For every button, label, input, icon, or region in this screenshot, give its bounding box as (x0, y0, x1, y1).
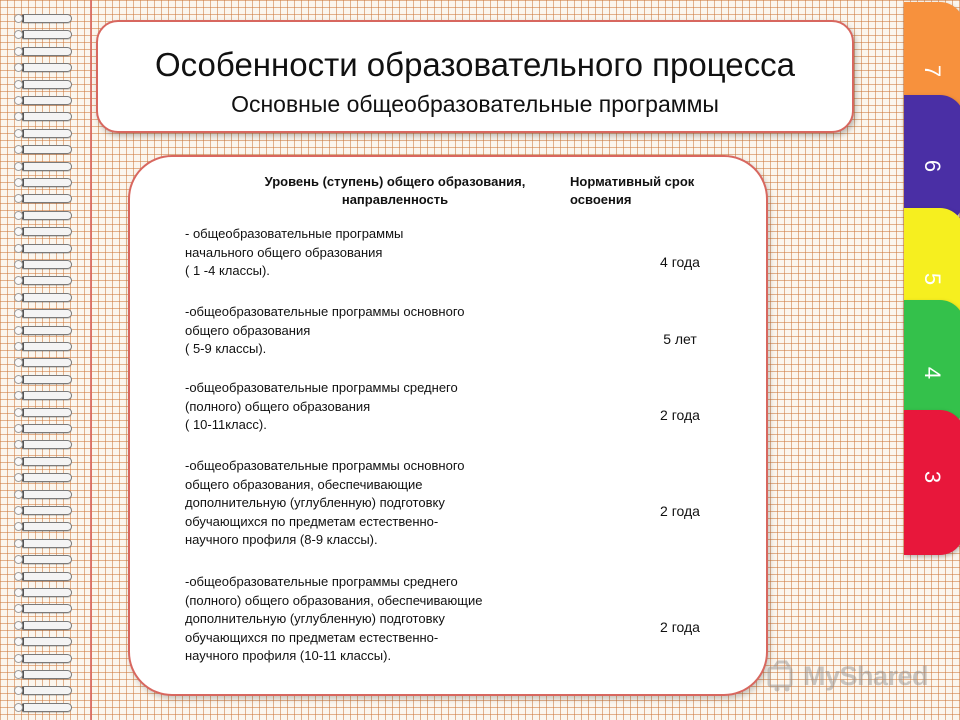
binding-hole (14, 375, 23, 384)
binding-ring (22, 555, 72, 564)
binding-ring (22, 326, 72, 335)
binding-hole (14, 588, 23, 597)
tab-label: 3 (920, 470, 945, 484)
binding-ring (22, 63, 72, 72)
binding-ring (22, 375, 72, 384)
binding-ring (22, 654, 72, 663)
binding-ring (22, 572, 72, 581)
binding-ring (22, 457, 72, 466)
spiral-binding (0, 0, 80, 720)
binding-hole (14, 457, 23, 466)
binding-ring (22, 424, 72, 433)
myshared-logo-icon (766, 659, 800, 693)
binding-hole (14, 342, 23, 351)
binding-hole (14, 572, 23, 581)
binding-ring (22, 227, 72, 236)
binding-ring (22, 473, 72, 482)
header-level: Уровень (ступень) общего образования, направленность (264, 174, 526, 207)
program-text: -общеобразовательные программы основного общего образования, обеспечивающие дополнительную (углубленную) подготовку обучающихся по предметам естественно- научного профиля (8-9 классы). (185, 458, 465, 547)
binding-hole (14, 408, 23, 417)
program-text: - общеобразовательные программы начального общего образования ( 1 -4 классы). (185, 226, 404, 278)
binding-ring (22, 604, 72, 613)
binding-ring (22, 96, 72, 105)
title-box (96, 20, 854, 133)
binding-ring (22, 129, 72, 138)
binding-hole (14, 162, 23, 171)
binding-ring (22, 522, 72, 531)
binding-hole (14, 670, 23, 679)
binding-ring (22, 14, 72, 23)
binding-hole (14, 539, 23, 548)
tab-4[interactable] (904, 300, 960, 428)
program-duration: 5 лет (663, 331, 697, 347)
binding-ring (22, 80, 72, 89)
page-title: Особенности образовательного процесса (155, 46, 795, 83)
binding-hole (14, 326, 23, 335)
binding-ring (22, 490, 72, 499)
binding-ring (22, 194, 72, 203)
program-duration: 4 года (660, 254, 700, 270)
binding-hole (14, 260, 23, 269)
binding-ring (22, 30, 72, 39)
program-text: -общеобразовательные программы среднего (полного) общего образования ( 10-11класс). (185, 380, 458, 432)
binding-ring (22, 703, 72, 712)
binding-ring (22, 506, 72, 515)
binding-ring (22, 342, 72, 351)
program-duration: 2 года (660, 619, 700, 635)
program-text: -общеобразовательные программы основного общего образования ( 5-9 классы). (185, 304, 465, 356)
binding-ring (22, 112, 72, 121)
page-subtitle: Основные общеобразовательные программы (231, 91, 719, 117)
margin-line (90, 0, 92, 720)
programs-table-card (128, 155, 768, 696)
binding-ring (22, 293, 72, 302)
binding-ring (22, 539, 72, 548)
binding-ring (22, 637, 72, 646)
binding-hole (14, 96, 23, 105)
binding-ring (22, 440, 72, 449)
binding-ring (22, 260, 72, 269)
tab-label: 7 (920, 64, 945, 78)
binding-hole (14, 244, 23, 253)
binding-ring (22, 162, 72, 171)
binding-hole (14, 424, 23, 433)
binding-ring (22, 670, 72, 679)
tab-label: 4 (920, 366, 945, 380)
binding-ring (22, 621, 72, 630)
binding-ring (22, 391, 72, 400)
tab-label: 6 (920, 159, 945, 173)
binding-hole (14, 211, 23, 220)
program-duration: 2 года (660, 407, 700, 423)
binding-ring (22, 588, 72, 597)
binding-ring (22, 178, 72, 187)
binding-hole (14, 490, 23, 499)
binding-hole (14, 80, 23, 89)
binding-hole (14, 14, 23, 23)
binding-ring (22, 244, 72, 253)
binding-hole (14, 293, 23, 302)
binding-hole (14, 621, 23, 630)
binding-hole (14, 178, 23, 187)
binding-ring (22, 309, 72, 318)
program-duration: 2 года (660, 503, 700, 519)
binding-ring (22, 408, 72, 417)
binding-hole (14, 654, 23, 663)
watermark-text: MyShared (803, 660, 929, 691)
binding-hole (14, 506, 23, 515)
watermark (766, 656, 936, 696)
binding-hole (14, 129, 23, 138)
binding-ring (22, 47, 72, 56)
binding-ring (22, 686, 72, 695)
binding-ring (22, 211, 72, 220)
tab-3[interactable] (904, 410, 960, 555)
binding-hole (14, 703, 23, 712)
binding-ring (22, 145, 72, 154)
tab-label: 5 (920, 272, 945, 286)
program-text: -общеобразовательные программы среднего (полного) общего образования, обеспечивающие дополнительную (углубленную) подготовку обучающихся по предметам естественно- научного профиля (10-11 классы). (185, 574, 483, 663)
header-duration: Нормативный срок освоения (570, 174, 695, 207)
binding-ring (22, 276, 72, 285)
tab-6[interactable] (904, 95, 960, 223)
binding-ring (22, 358, 72, 367)
binding-hole (14, 47, 23, 56)
